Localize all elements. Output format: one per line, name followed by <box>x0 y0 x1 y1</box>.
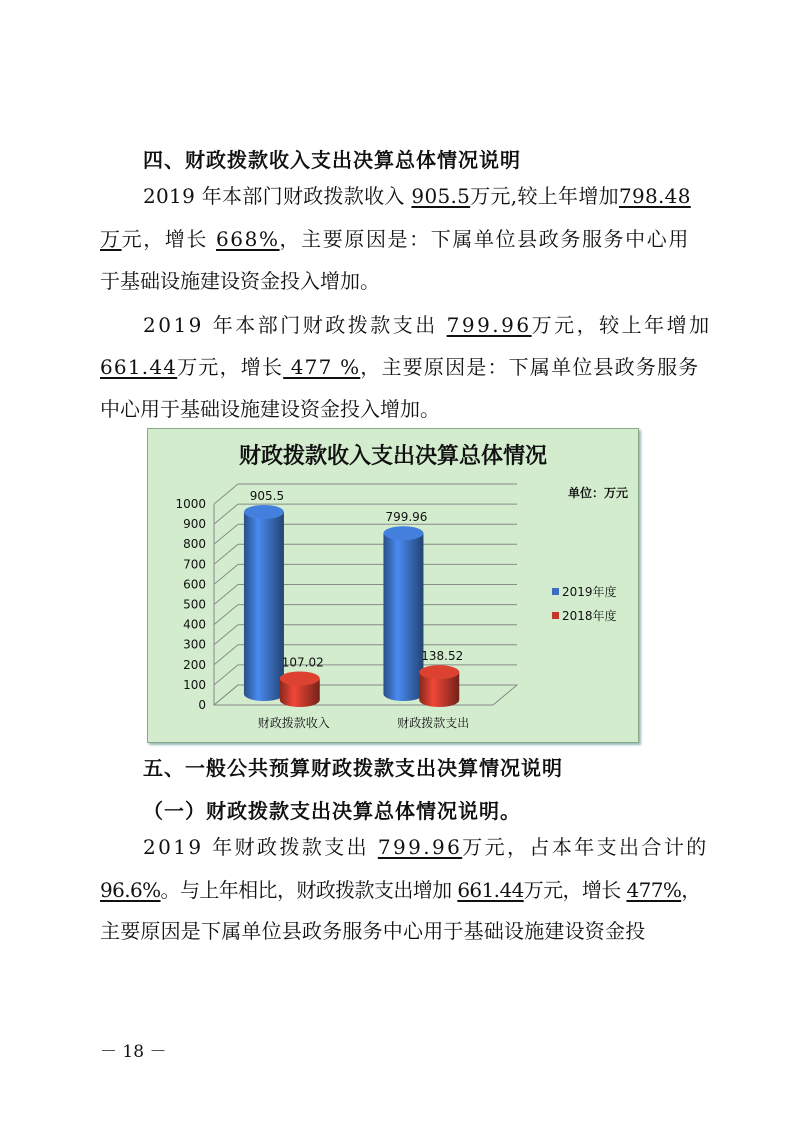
x-tick-label: 财政拨款收入 <box>257 716 330 730</box>
text: ，主要原因是：下属单位县政务服务中心用 <box>279 227 690 251</box>
expense-value: 799.96 <box>377 835 463 859</box>
text: ，主要原因是：下属单位县政务服务 <box>360 355 700 379</box>
bar-top <box>419 665 459 679</box>
income-increase-value: 798.48 <box>618 184 691 208</box>
x-tick-label: 财政拨款支出 <box>397 716 470 730</box>
text: 万元，较上年增加 <box>531 313 712 337</box>
data-label: 107.02 <box>281 655 324 670</box>
chart-panel <box>147 428 639 743</box>
legend-label: 2018年度 <box>562 609 617 623</box>
bar-top <box>280 671 320 685</box>
y-tick-label: 500 <box>183 597 206 612</box>
section5-subheading: （一）财政拨款支出决算总体情况说明。 <box>143 799 521 823</box>
gridline-side <box>214 484 238 504</box>
section4-p2-line2 <box>100 354 699 380</box>
text: 元，增长 <box>121 227 216 251</box>
y-tick-label: 100 <box>183 677 206 692</box>
bar-2019年度 <box>244 512 284 701</box>
page-number: － 18 － <box>100 1042 167 1062</box>
bar-2019年度 <box>383 533 423 701</box>
data-label: 138.52 <box>421 649 464 664</box>
expense-growth-value: 477 % <box>283 355 361 379</box>
y-tick-label: 0 <box>198 698 206 712</box>
section4-p1-line2 <box>100 226 690 252</box>
section4-p2-line1 <box>143 312 712 338</box>
legend-swatch <box>552 588 559 595</box>
y-tick-label: 1000 <box>175 497 206 511</box>
y-tick-label: 900 <box>183 517 206 532</box>
section4-p1-line3: 于基础设施建设资金投入增加。 <box>100 269 380 293</box>
gridline-side <box>214 625 238 645</box>
data-label: 905.5 <box>249 488 285 503</box>
text: 万 <box>100 227 122 251</box>
gridline-side <box>214 504 238 524</box>
text: 2019 年本部门财政拨款支出 <box>143 313 447 337</box>
section4-heading: 四、财政拨款收入支出决算总体情况说明 <box>143 148 521 172</box>
gridline-side <box>214 665 238 685</box>
y-tick-label: 600 <box>183 577 206 592</box>
gridline-side <box>214 605 238 625</box>
expense-value: 799.96 <box>446 313 532 337</box>
text: 2019 年本部门财政拨款收入 <box>143 184 412 208</box>
text: 。与上年相比，财政拨款支出增加 <box>160 878 458 902</box>
expense-share-value: 96.6% <box>100 878 161 902</box>
y-tick-label: 800 <box>183 537 206 552</box>
text: 万元，占本年支出合计的 <box>462 835 709 859</box>
income-value: 905.5 <box>411 184 471 208</box>
income-growth-value: 668% <box>215 227 280 251</box>
expense-increase-value: 661.44 <box>100 355 178 379</box>
y-tick-label: 200 <box>183 657 206 672</box>
data-label: 799.96 <box>385 510 428 525</box>
legend-label: 2019年度 <box>562 585 617 599</box>
gridline-side <box>214 564 238 584</box>
section4-p1-line1 <box>143 183 691 209</box>
gridline-side <box>214 544 238 564</box>
gridline-side <box>214 524 238 544</box>
legend-swatch <box>552 612 559 619</box>
expense-increase-value: 661.44 <box>457 878 524 902</box>
text: ， <box>681 878 701 902</box>
y-tick-label: 700 <box>183 557 206 572</box>
bar-top <box>244 505 284 519</box>
bar-chart <box>148 429 638 742</box>
section5-p1-line2 <box>100 877 701 903</box>
section4-p2-line3: 中心用于基础设施建设资金投入增加。 <box>100 397 440 421</box>
bar-top <box>383 526 423 540</box>
section5-p1-line1 <box>143 834 709 860</box>
gridline-side <box>214 585 238 605</box>
section5-heading: 五、一般公共预算财政拨款支出决算情况说明 <box>143 756 563 780</box>
y-tick-label: 400 <box>183 617 206 632</box>
section5-p1-line3: 主要原因是下属单位县政务服务中心用于基础设施建设资金投 <box>100 919 646 943</box>
expense-growth-value: 477% <box>626 878 682 902</box>
chart-unit-label: 单位：万元 <box>567 486 629 500</box>
gridline-side <box>214 645 238 665</box>
text: 万元，增长 <box>177 355 284 379</box>
text: 万元,较上年增加 <box>470 184 619 208</box>
text: 万元，增长 <box>523 878 627 902</box>
y-tick-label: 300 <box>183 637 206 652</box>
text: 2019 年财政拨款支出 <box>143 835 378 859</box>
chart-title: 财政拨款收入支出决算总体情况 <box>238 444 548 469</box>
